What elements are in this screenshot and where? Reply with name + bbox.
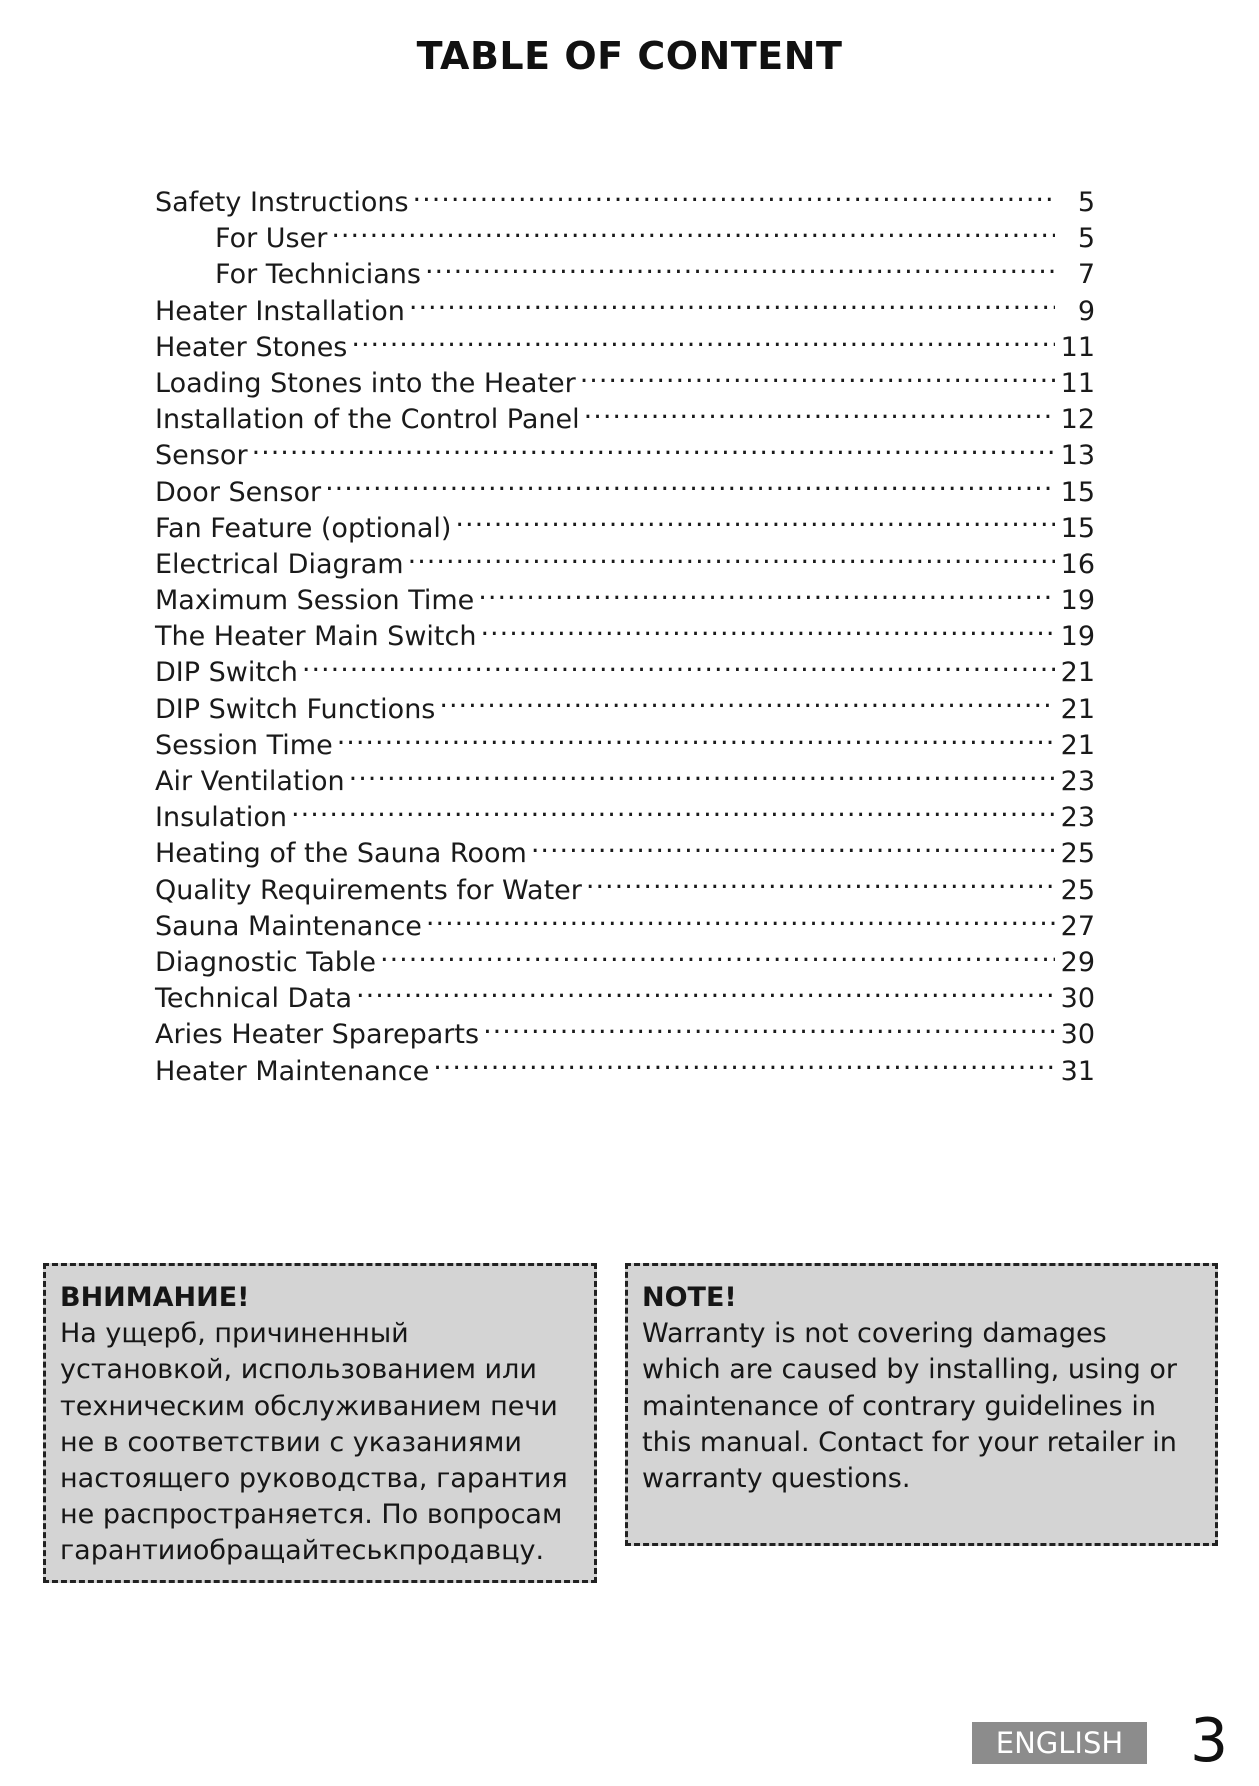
toc-entry-label: Session Time [155,729,333,761]
toc-dot-leader [380,935,1055,971]
toc-entry-label: Technical Data [155,983,353,1015]
toc-entry-page: 19 [1060,621,1095,653]
toc-entry-label: Heater Stones [155,331,348,363]
toc-dot-leader [480,609,1055,645]
page-number: 3 [1190,1706,1229,1776]
toc-dot-leader [413,175,1055,211]
toc-entry-page: 21 [1060,657,1095,689]
toc-entry-page: 30 [1060,983,1095,1015]
toc-entry-page: 15 [1060,476,1095,508]
toc-entry-page: 27 [1060,910,1095,942]
warning-box-russian [43,1263,597,1583]
toc-entry-page: 13 [1060,440,1095,472]
note-line: maintenance of contrary guidelines in [642,1390,1156,1422]
toc-entry-page: 30 [1060,1019,1095,1051]
toc-entry [155,465,1095,508]
toc-entry-label: Safety Instructions [155,187,409,218]
toc-entry-page: 5 [1077,187,1095,218]
note-line: warranty questions. [642,1463,911,1495]
toc-entry-page: 23 [1060,802,1095,834]
toc-entry-label: Loading Stones into the Heater [155,367,576,399]
toc-entry-page: 11 [1060,331,1095,363]
toc-dot-leader [356,971,1055,1007]
toc-entry-label: For Technicians [215,259,421,291]
toc-dot-leader [425,247,1055,283]
warning-heading-russian: ВНИМАНИЕ! [60,1282,250,1313]
toc-entry-label: Aries Heater Spareparts [155,1019,480,1051]
warning-line: установкой, использованием или [60,1354,537,1386]
toc-dot-leader [426,899,1055,935]
toc-entry-label: Heating of the Sauna Room [155,838,527,870]
note-text-english [642,1316,1201,1497]
toc-entry-label: Sensor [155,440,248,472]
toc-dot-leader [351,320,1055,356]
toc-dot-leader [531,826,1055,862]
toc-entry-label: Door Sensor [155,476,322,508]
note-heading-english: NOTE! [642,1282,737,1313]
toc-dot-leader [439,682,1055,718]
toc-entry-page: 12 [1060,404,1095,436]
toc-entry-label: DIP Switch Functions [155,693,436,725]
warning-line: не в соответствии с указаниями [60,1426,522,1458]
toc-entry-page: 16 [1060,548,1095,580]
toc-dot-leader [455,501,1055,537]
warning-line: гарантииобращайтеськпродавцу. [60,1535,545,1567]
toc-entry-page: 29 [1060,946,1095,978]
toc-dot-leader [584,392,1055,428]
note-line: this manual. Contact for your retailer in [642,1426,1177,1458]
warning-line: На ущерб, причиненный [60,1318,409,1350]
toc-dot-leader [586,863,1055,899]
toc-dot-leader [409,284,1055,320]
toc-entry [155,428,1095,472]
toc-entry-page: 21 [1060,729,1095,761]
toc-entry-page: 31 [1060,1055,1095,1087]
toc-entry-label: Heater Installation [155,295,405,327]
toc-entry-label: The Heater Main Switch [155,621,477,653]
toc-dot-leader [483,1007,1055,1043]
toc-dot-leader [291,790,1055,826]
toc-entry-label: Electrical Diagram [155,548,404,580]
toc-entry-page: 7 [1077,259,1095,291]
toc-dot-leader [302,645,1055,681]
toc-dot-leader [478,573,1055,609]
warning-line: техническим обслуживанием печи [60,1390,558,1422]
page-title: TABLE OF CONTENT [416,34,843,78]
warning-line: настоящего руководства, гарантия [60,1463,568,1495]
note-line: Warranty is not covering damages [642,1318,1107,1350]
warning-line: не распространяется. По вопросам [60,1499,563,1531]
toc-entry-label: Diagnostic Table [155,946,377,978]
toc-entry [155,790,1095,834]
table-of-contents [155,175,1095,1087]
note-line: which are caused by installing, using or [642,1354,1177,1386]
note-box-english [625,1263,1218,1546]
toc-entry-label: Maximum Session Time [155,585,475,617]
toc-entry-label: Fan Feature (optional) [155,512,452,544]
toc-entry-page: 5 [1077,223,1095,255]
toc-entry-page: 23 [1060,766,1095,797]
toc-entry-page: 19 [1060,585,1095,617]
toc-entry-page: 15 [1060,512,1095,544]
toc-entry-label: Sauna Maintenance [155,910,422,942]
toc-dot-leader [337,718,1055,754]
toc-dot-leader [408,537,1055,573]
toc-dot-leader [433,1044,1055,1080]
toc-entry-page: 25 [1060,838,1095,870]
toc-entry-page: 9 [1077,295,1095,327]
toc-entry-label: Insulation [155,802,288,834]
toc-dot-leader [349,754,1055,790]
toc-entry-label: Installation of the Control Panel [155,404,580,436]
toc-dot-leader [252,428,1055,464]
toc-entry-label: Air Ventilation [155,766,345,797]
toc-entry [155,175,1095,218]
toc-entry-label: Quality Requirements for Water [155,874,582,906]
toc-entry-label: Heater Maintenance [155,1055,430,1087]
toc-entry-page: 25 [1060,874,1095,906]
warning-text-russian [60,1316,580,1569]
toc-dot-leader [331,211,1055,247]
toc-entry [155,826,1095,870]
language-badge: ENGLISH [972,1722,1147,1764]
toc-dot-leader [580,356,1055,392]
toc-entry-page: 21 [1060,693,1095,725]
toc-entry-page: 11 [1060,367,1095,399]
toc-dot-leader [325,465,1055,501]
toc-entry-label: For User [215,223,328,255]
toc-entry-label: DIP Switch [155,657,298,689]
